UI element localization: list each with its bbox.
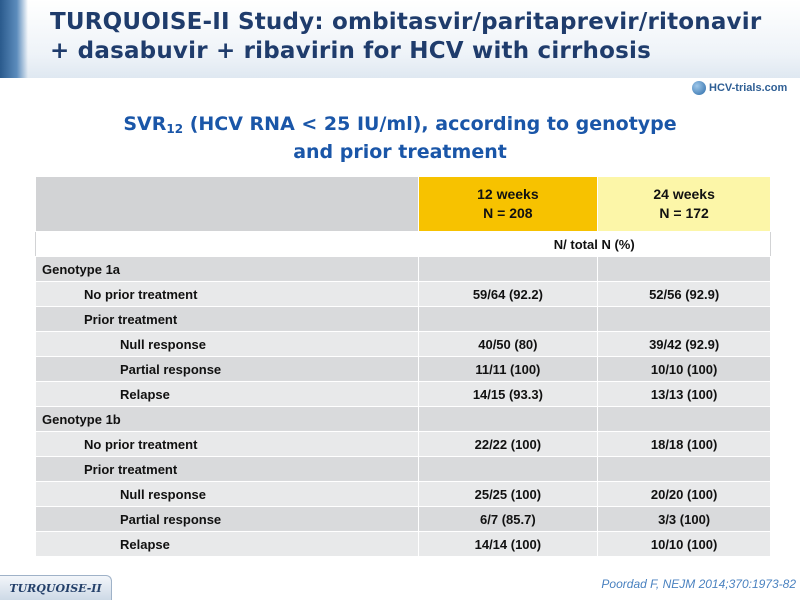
slide-title-line1: TURQUOISE-II Study: ombitasvir/paritaprevir/ritonavir [50, 9, 762, 35]
cell-24-weeks: 3/3 (100) [598, 507, 771, 532]
svr-label: SVR [123, 113, 167, 135]
cell-24-weeks [598, 307, 771, 332]
cell-24-weeks: 10/10 (100) [598, 357, 771, 382]
header-accent-stripe [0, 0, 28, 78]
cell-12-weeks: 14/15 (93.3) [418, 382, 598, 407]
table-row [36, 457, 771, 482]
row-label: No prior treatment [36, 432, 419, 457]
cell-24-weeks: 13/13 (100) [598, 382, 771, 407]
cell-12-weeks: 14/14 (100) [418, 532, 598, 557]
svr-subscript: 12 [166, 122, 184, 136]
table-header-row [36, 177, 771, 232]
cell-12-weeks [418, 407, 598, 432]
cell-12-weeks [418, 257, 598, 282]
slide-title-line2: + dasabuvir + ribavirin for HCV with cirrhosis [50, 38, 651, 64]
row-label: Partial response [36, 357, 419, 382]
unit-row [36, 232, 771, 257]
row-label: No prior treatment [36, 282, 419, 307]
row-label: Genotype 1a [36, 257, 419, 282]
cell-24-weeks: 52/56 (92.9) [598, 282, 771, 307]
cell-24-weeks [598, 457, 771, 482]
cell-24-weeks [598, 257, 771, 282]
logo-text: HCV-trials.com [709, 82, 788, 94]
table-heading-line1 [0, 110, 800, 138]
table-heading [0, 110, 800, 166]
globe-icon [692, 81, 706, 95]
row-label: Partial response [36, 507, 419, 532]
header-24-weeks-label: 24 weeks [653, 186, 715, 202]
cell-12-weeks: 6/7 (85.7) [418, 507, 598, 532]
cell-24-weeks: 18/18 (100) [598, 432, 771, 457]
row-label: Prior treatment [36, 457, 419, 482]
unit-empty-cell [36, 232, 419, 257]
cell-24-weeks [598, 407, 771, 432]
row-label: Relapse [36, 382, 419, 407]
cell-12-weeks [418, 307, 598, 332]
cell-24-weeks: 39/42 (92.9) [598, 332, 771, 357]
cell-12-weeks: 25/25 (100) [418, 482, 598, 507]
table-row [36, 382, 771, 407]
header-12-weeks [418, 177, 598, 232]
table-row [36, 432, 771, 457]
cell-12-weeks: 59/64 (92.2) [418, 282, 598, 307]
cell-12-weeks [418, 457, 598, 482]
slide-title [50, 8, 790, 66]
row-label: Null response [36, 482, 419, 507]
row-label: Genotype 1b [36, 407, 419, 432]
cell-24-weeks: 20/20 (100) [598, 482, 771, 507]
table-row [36, 257, 771, 282]
cell-24-weeks: 10/10 (100) [598, 532, 771, 557]
header-12-weeks-label: 12 weeks [477, 186, 539, 202]
header-empty-cell [36, 177, 419, 232]
table-row [36, 482, 771, 507]
citation: Poordad F, NEJM 2014;370:1973-82 [601, 577, 796, 591]
header-24-weeks [598, 177, 771, 232]
table-row [36, 307, 771, 332]
cell-12-weeks: 11/11 (100) [418, 357, 598, 382]
table-row [36, 357, 771, 382]
row-label: Prior treatment [36, 307, 419, 332]
table-row [36, 282, 771, 307]
table-row [36, 407, 771, 432]
hcv-trials-logo [692, 79, 787, 97]
header-12-weeks-n: N = 208 [483, 205, 533, 221]
table-row [36, 507, 771, 532]
header-24-weeks-n: N = 172 [659, 205, 709, 221]
cell-12-weeks: 22/22 (100) [418, 432, 598, 457]
cell-12-weeks: 40/50 (80) [418, 332, 598, 357]
study-badge: TURQUOISE-II [0, 575, 112, 600]
results-table [35, 176, 771, 557]
row-label: Relapse [36, 532, 419, 557]
table-row [36, 332, 771, 357]
row-label: Null response [36, 332, 419, 357]
table-heading-line2: and prior treatment [293, 141, 507, 163]
table-row [36, 532, 771, 557]
table-heading-line1-text: (HCV RNA < 25 IU/ml), according to genotype [183, 113, 677, 135]
unit-label: N/ total N (%) [418, 232, 771, 257]
